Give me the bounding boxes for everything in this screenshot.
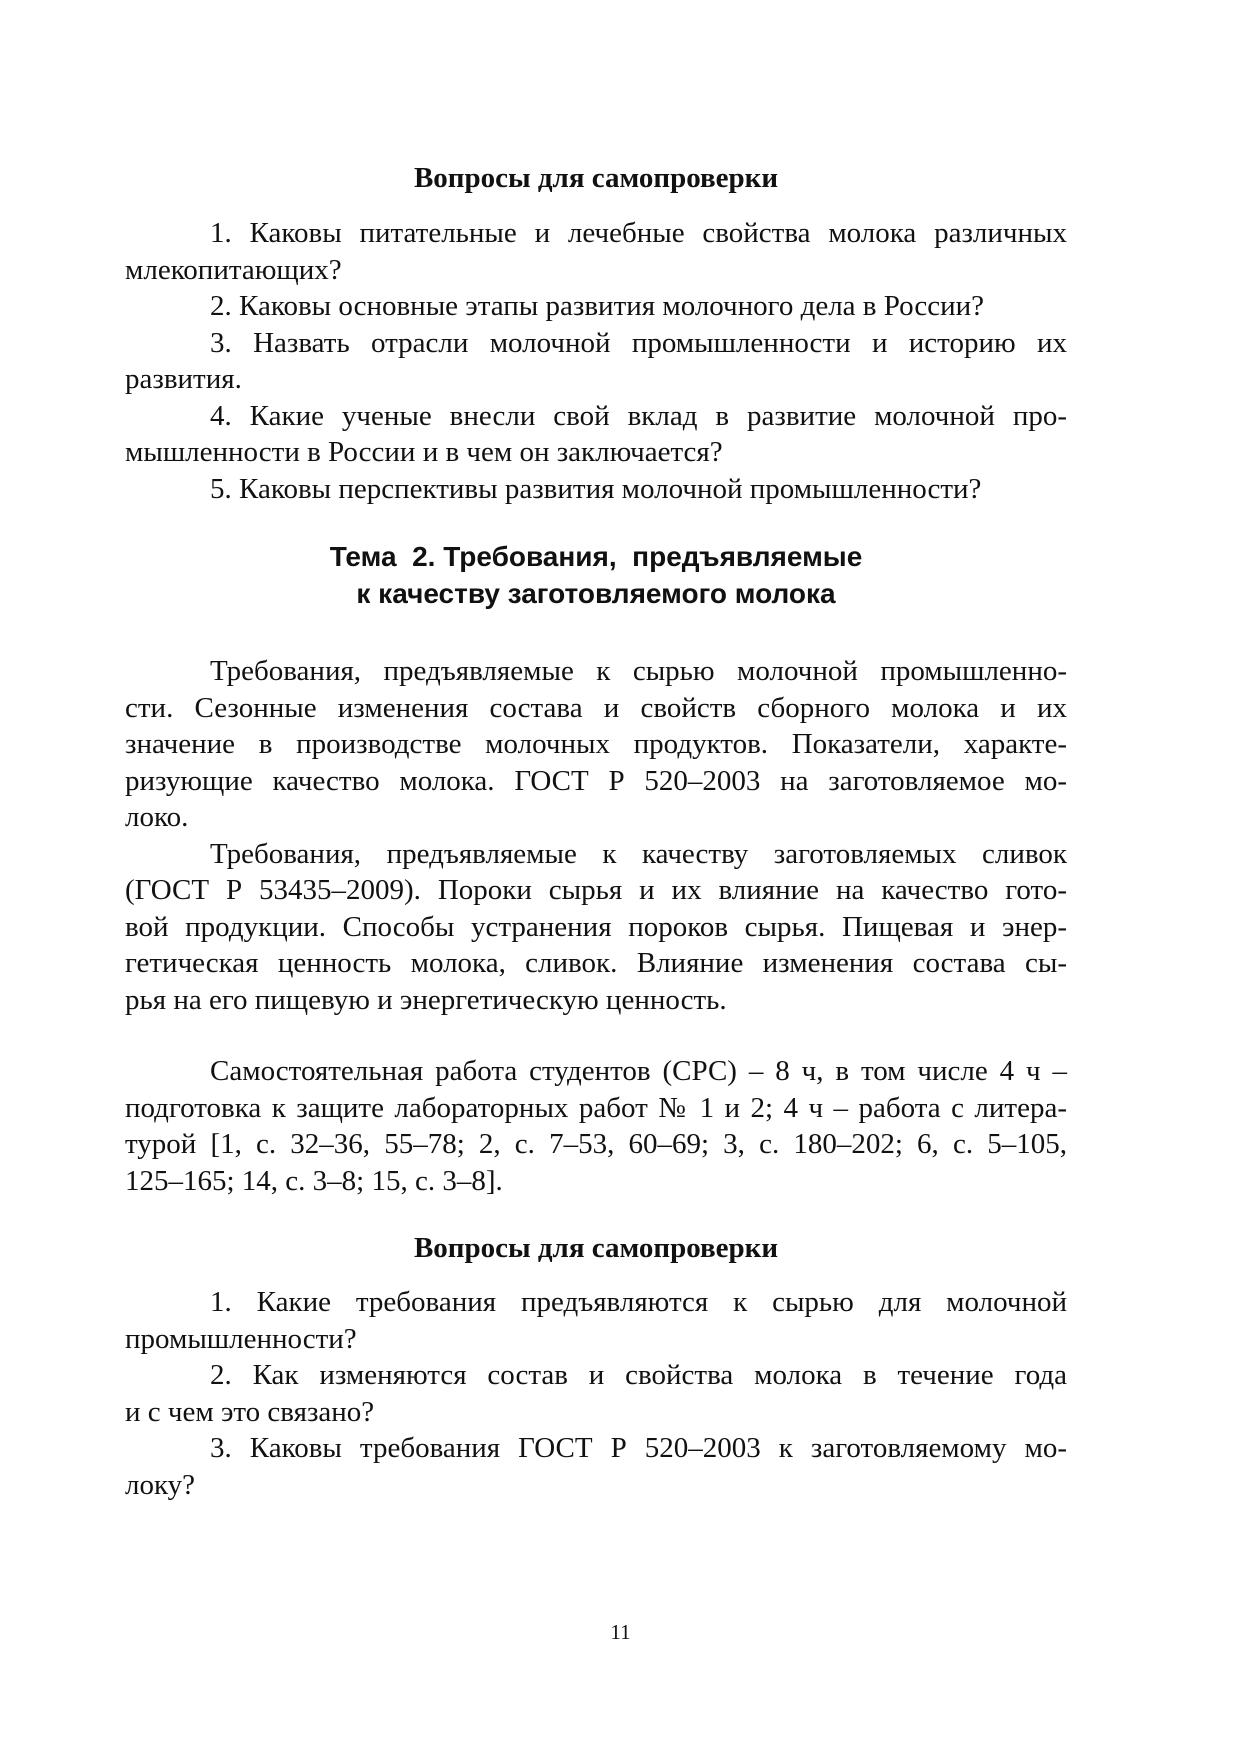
- body-line: рья на его пищевую и энергетическую ценность.: [125, 983, 727, 1016]
- question-list-2: [125, 1284, 1067, 1503]
- body-line: значение в производстве молочных продуктов. Показатели, характе-: [125, 728, 1067, 760]
- body-line: вой продукции. Способы устранения пороков сырья. Пищевая и энер-: [125, 910, 1067, 943]
- question-line: 1. Каковы питательные и лечебные свойства молока различных: [210, 217, 1067, 249]
- question-line: 3. Назвать отрасли молочной промышленности и историю их: [210, 326, 1067, 359]
- question-2: [125, 288, 1067, 325]
- question-list-1: [125, 215, 1067, 507]
- question-line: 2. Как изменяются состав и свойства молока в течение года: [210, 1359, 1067, 1391]
- document-page: [125, 160, 1067, 1503]
- question-line: локу?: [125, 1468, 196, 1501]
- question-line: 5. Каковы перспективы развития молочной промышленности?: [210, 472, 982, 505]
- section-heading-self-check-1: Вопросы для самопроверки: [413, 162, 779, 194]
- question-3: [125, 1430, 1067, 1503]
- body-line: локо.: [125, 801, 189, 833]
- topic-title-line-2: к качеству заготовляемого молока: [356, 578, 836, 609]
- body-line: Требования, предъявляемые к сырью молочной промышленно-: [210, 655, 1067, 687]
- question-line: 3. Каковы требования ГОСТ Р 520–2003 к заготовляемому мо-: [210, 1432, 1067, 1464]
- question-4: [125, 398, 1067, 471]
- question-line: 2. Каковы основные этапы развития молочного дела в России?: [210, 290, 985, 322]
- question-3: [125, 325, 1067, 398]
- question-2: [125, 1357, 1067, 1430]
- body-line: сти. Сезонные изменения состава и свойств сборного молока и их: [125, 691, 1067, 724]
- body-paragraph-2: [125, 836, 1067, 1019]
- section-heading-self-check-2: Вопросы для самопроверки: [413, 1232, 779, 1264]
- question-line: 1. Какие требования предъявляются к сырью для молочной: [210, 1286, 1067, 1318]
- question-line: мышленности в России и в чем он заключается?: [125, 436, 723, 468]
- body-paragraph-3: [125, 1053, 1067, 1199]
- body-line: ризующие качество молока. ГОСТ Р 520–2003 на заготовляемое мо-: [125, 764, 1067, 797]
- body-paragraph-1: [125, 653, 1067, 836]
- question-line: 4. Какие ученые внесли свой вклад в развитие молочной про-: [210, 399, 1067, 432]
- body-line: Требования, предъявляемые к качеству заготовляемых сливок: [210, 837, 1067, 870]
- question-line: и с чем это связано?: [125, 1395, 375, 1428]
- question-1: [125, 1284, 1067, 1357]
- topic-body: [125, 653, 1067, 1199]
- body-line: Самостоятельная работа студентов (СРС) – 8 ч, в том числе 4 ч –: [210, 1055, 1067, 1087]
- body-line: турой [1, с. 32–36, 55–78; 2, с. 7–53, 60–69; 3, с. 180–202; 6, с. 5–105,: [125, 1128, 1067, 1160]
- body-line: (ГОСТ Р 53435–2009). Пороки сырья и их влияние на качество гото-: [125, 874, 1067, 906]
- question-5: [125, 471, 1067, 508]
- topic-title-line-1: Тема 2. Требования, предъявляемые: [329, 541, 863, 572]
- question-line: промышленности?: [125, 1322, 357, 1355]
- question-line: развития.: [125, 363, 242, 395]
- body-line: 125–165; 14, с. 3–8; 15, с. 3–8].: [125, 1164, 503, 1197]
- body-line: подготовка к защите лабораторных работ № 1 и 2; 4 ч – работа с литера-: [125, 1091, 1067, 1124]
- topic-heading: [125, 538, 1067, 612]
- page-number: 11: [610, 1620, 631, 1644]
- body-line: гетическая ценность молока, сливок. Влияние изменения состава сы-: [125, 947, 1067, 979]
- question-line: млекопитающих?: [125, 253, 342, 286]
- question-1: [125, 215, 1067, 288]
